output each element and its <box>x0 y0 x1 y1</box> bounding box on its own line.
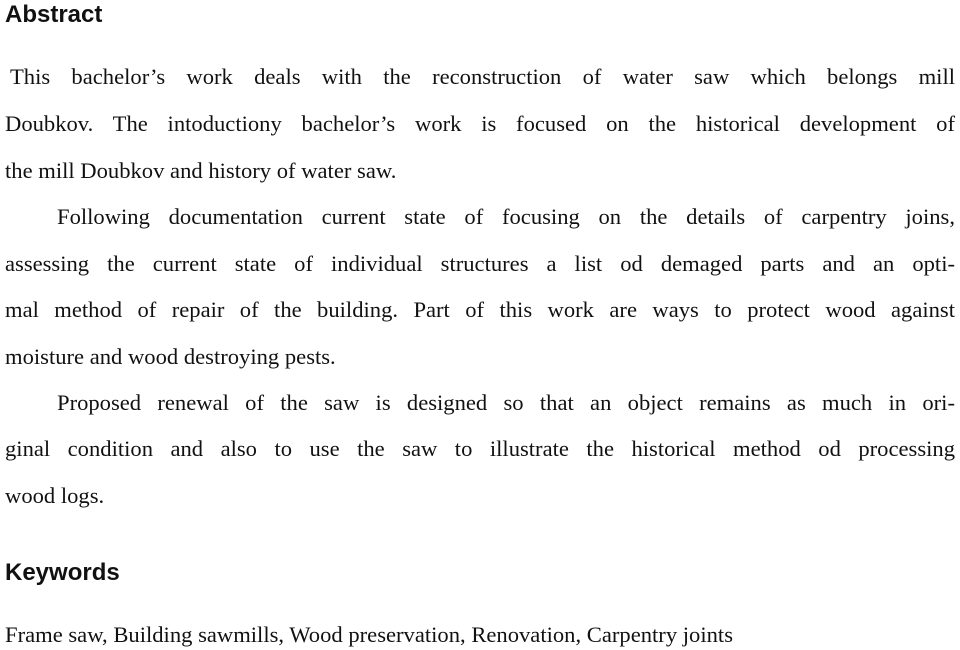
abstract-line-5: assessing the current state of individual structures a list od demaged parts and an opti- <box>5 251 955 276</box>
abstract-heading: Abstract <box>5 1 103 28</box>
keywords-text: Frame saw, Building sawmills, Wood preservation, Renovation, Carpentry joints <box>5 622 733 647</box>
abstract-line-10: wood logs. <box>5 483 105 508</box>
abstract-line-4: Following documentation current state of focusing on the details of carpentry joins, <box>57 204 955 229</box>
abstract-line-9: ginal condition and also to use the saw to illustrate the historical method od processing <box>5 436 955 461</box>
abstract-line-2: Doubkov. The intoductiony bachelor’s work is focused on the historical development of <box>5 111 955 136</box>
abstract-line-6: mal method of repair of the building. Part of this work are ways to protect wood against <box>5 297 955 322</box>
keywords-heading: Keywords <box>5 559 120 586</box>
abstract-line-7: moisture and wood destroying pests. <box>5 344 336 369</box>
abstract-line-3: the mill Doubkov and history of water saw. <box>5 158 397 183</box>
abstract-line-1: This bachelor’s work deals with the reconstruction of water saw which belongs mill <box>10 64 955 89</box>
abstract-line-8: Proposed renewal of the saw is designed so that an object remains as much in ori- <box>57 390 955 415</box>
